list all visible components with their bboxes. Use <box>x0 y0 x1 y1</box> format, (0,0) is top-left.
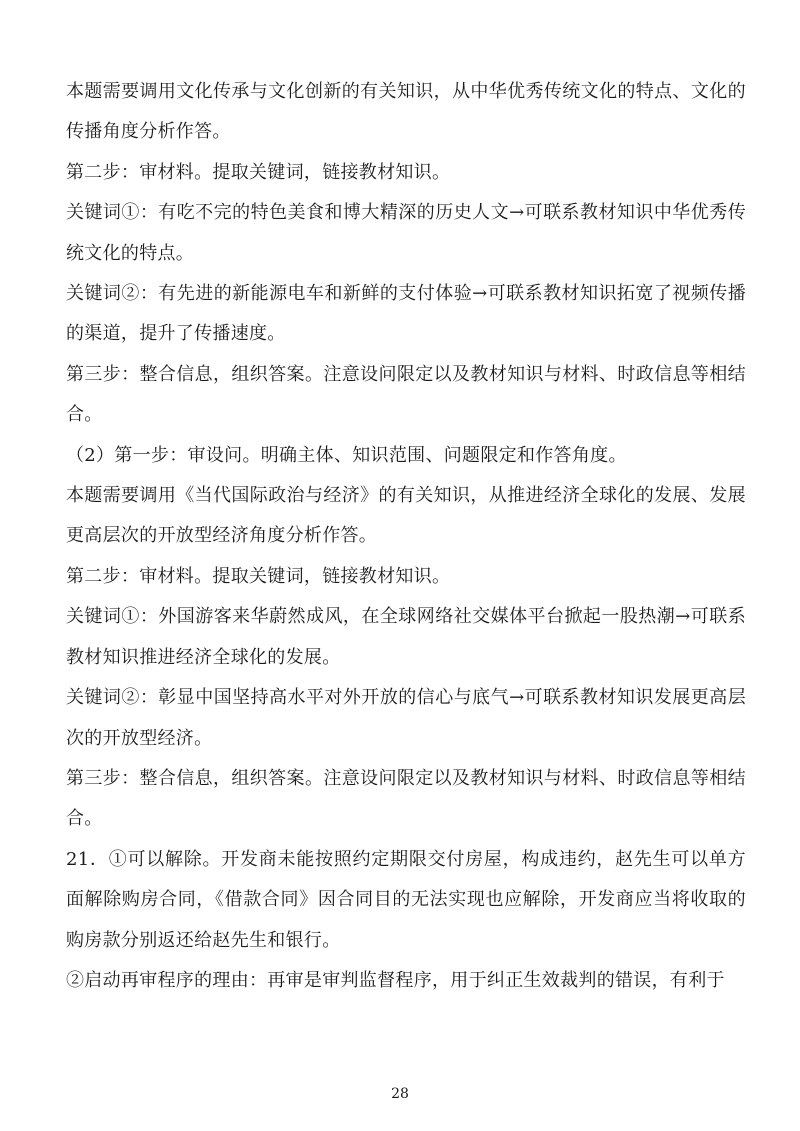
paragraph-q2-keyword-2: 关键词②：彰显中国坚持高水平对外开放的信心与底气→可联系教材知识发展更高层次的开放型经济。 <box>66 687 746 749</box>
paragraph-keyword-2: 关键词②：有先进的新能源电车和新鲜的支付体验→可联系教材知识拓宽了视频传播的渠道，提升了传播速度。 <box>66 283 746 345</box>
paragraph-q2-step-one: （2）第一步：审设问。明确主体、知识范围、问题限定和作答角度。 <box>66 444 627 466</box>
paragraph-q2-analysis-intro: 本题需要调用《当代国际政治与经济》的有关知识，从推进经济全球化的发展、发展更高层次的开放型经济角度分析作答。 <box>66 485 746 547</box>
paragraph-q2-keyword-1: 关键词①：外国游客来华蔚然成风，在全球网络社交媒体平台掀起一股热潮→可联系教材知识推进经济全球化的发展。 <box>66 606 746 668</box>
paragraph-q21-answer-1: 21．①可以解除。开发商未能按照约定期限交付房屋，构成违约，赵先生可以单方面解除购房合同，《借款合同》因合同目的无法实现也应解除，开发商应当将收取的购房款分别返还给赵先生和银行。 <box>66 848 746 951</box>
document-body <box>66 72 746 1001</box>
paragraph-q21-answer-2: ②启动再审程序的理由：再审是审判监督程序，用于纠正生效裁判的错误，有利于 <box>66 969 725 991</box>
paragraph-q2-step-two: 第二步：审材料。提取关键词，链接教材知识。 <box>66 565 451 587</box>
page-number: 28 <box>391 1086 409 1102</box>
paragraph-step-three: 第三步：整合信息，组织答案。注意设问限定以及教材知识与材料、时政信息等相结合。 <box>66 363 746 426</box>
paragraph-step-two: 第二步：审材料。提取关键词，链接教材知识。 <box>66 161 451 183</box>
paragraph-keyword-1: 关键词①：有吃不完的特色美食和博大精深的历史人文→可联系教材知识中华优秀传统文化的特点。 <box>66 202 746 264</box>
paragraph-analysis-intro: 本题需要调用文化传承与文化创新的有关知识，从中华优秀传统文化的特点、文化的传播角度分析作答。 <box>66 81 746 143</box>
paragraph-q2-step-three: 第三步：整合信息，组织答案。注意设问限定以及教材知识与材料、时政信息等相结合。 <box>66 767 746 830</box>
